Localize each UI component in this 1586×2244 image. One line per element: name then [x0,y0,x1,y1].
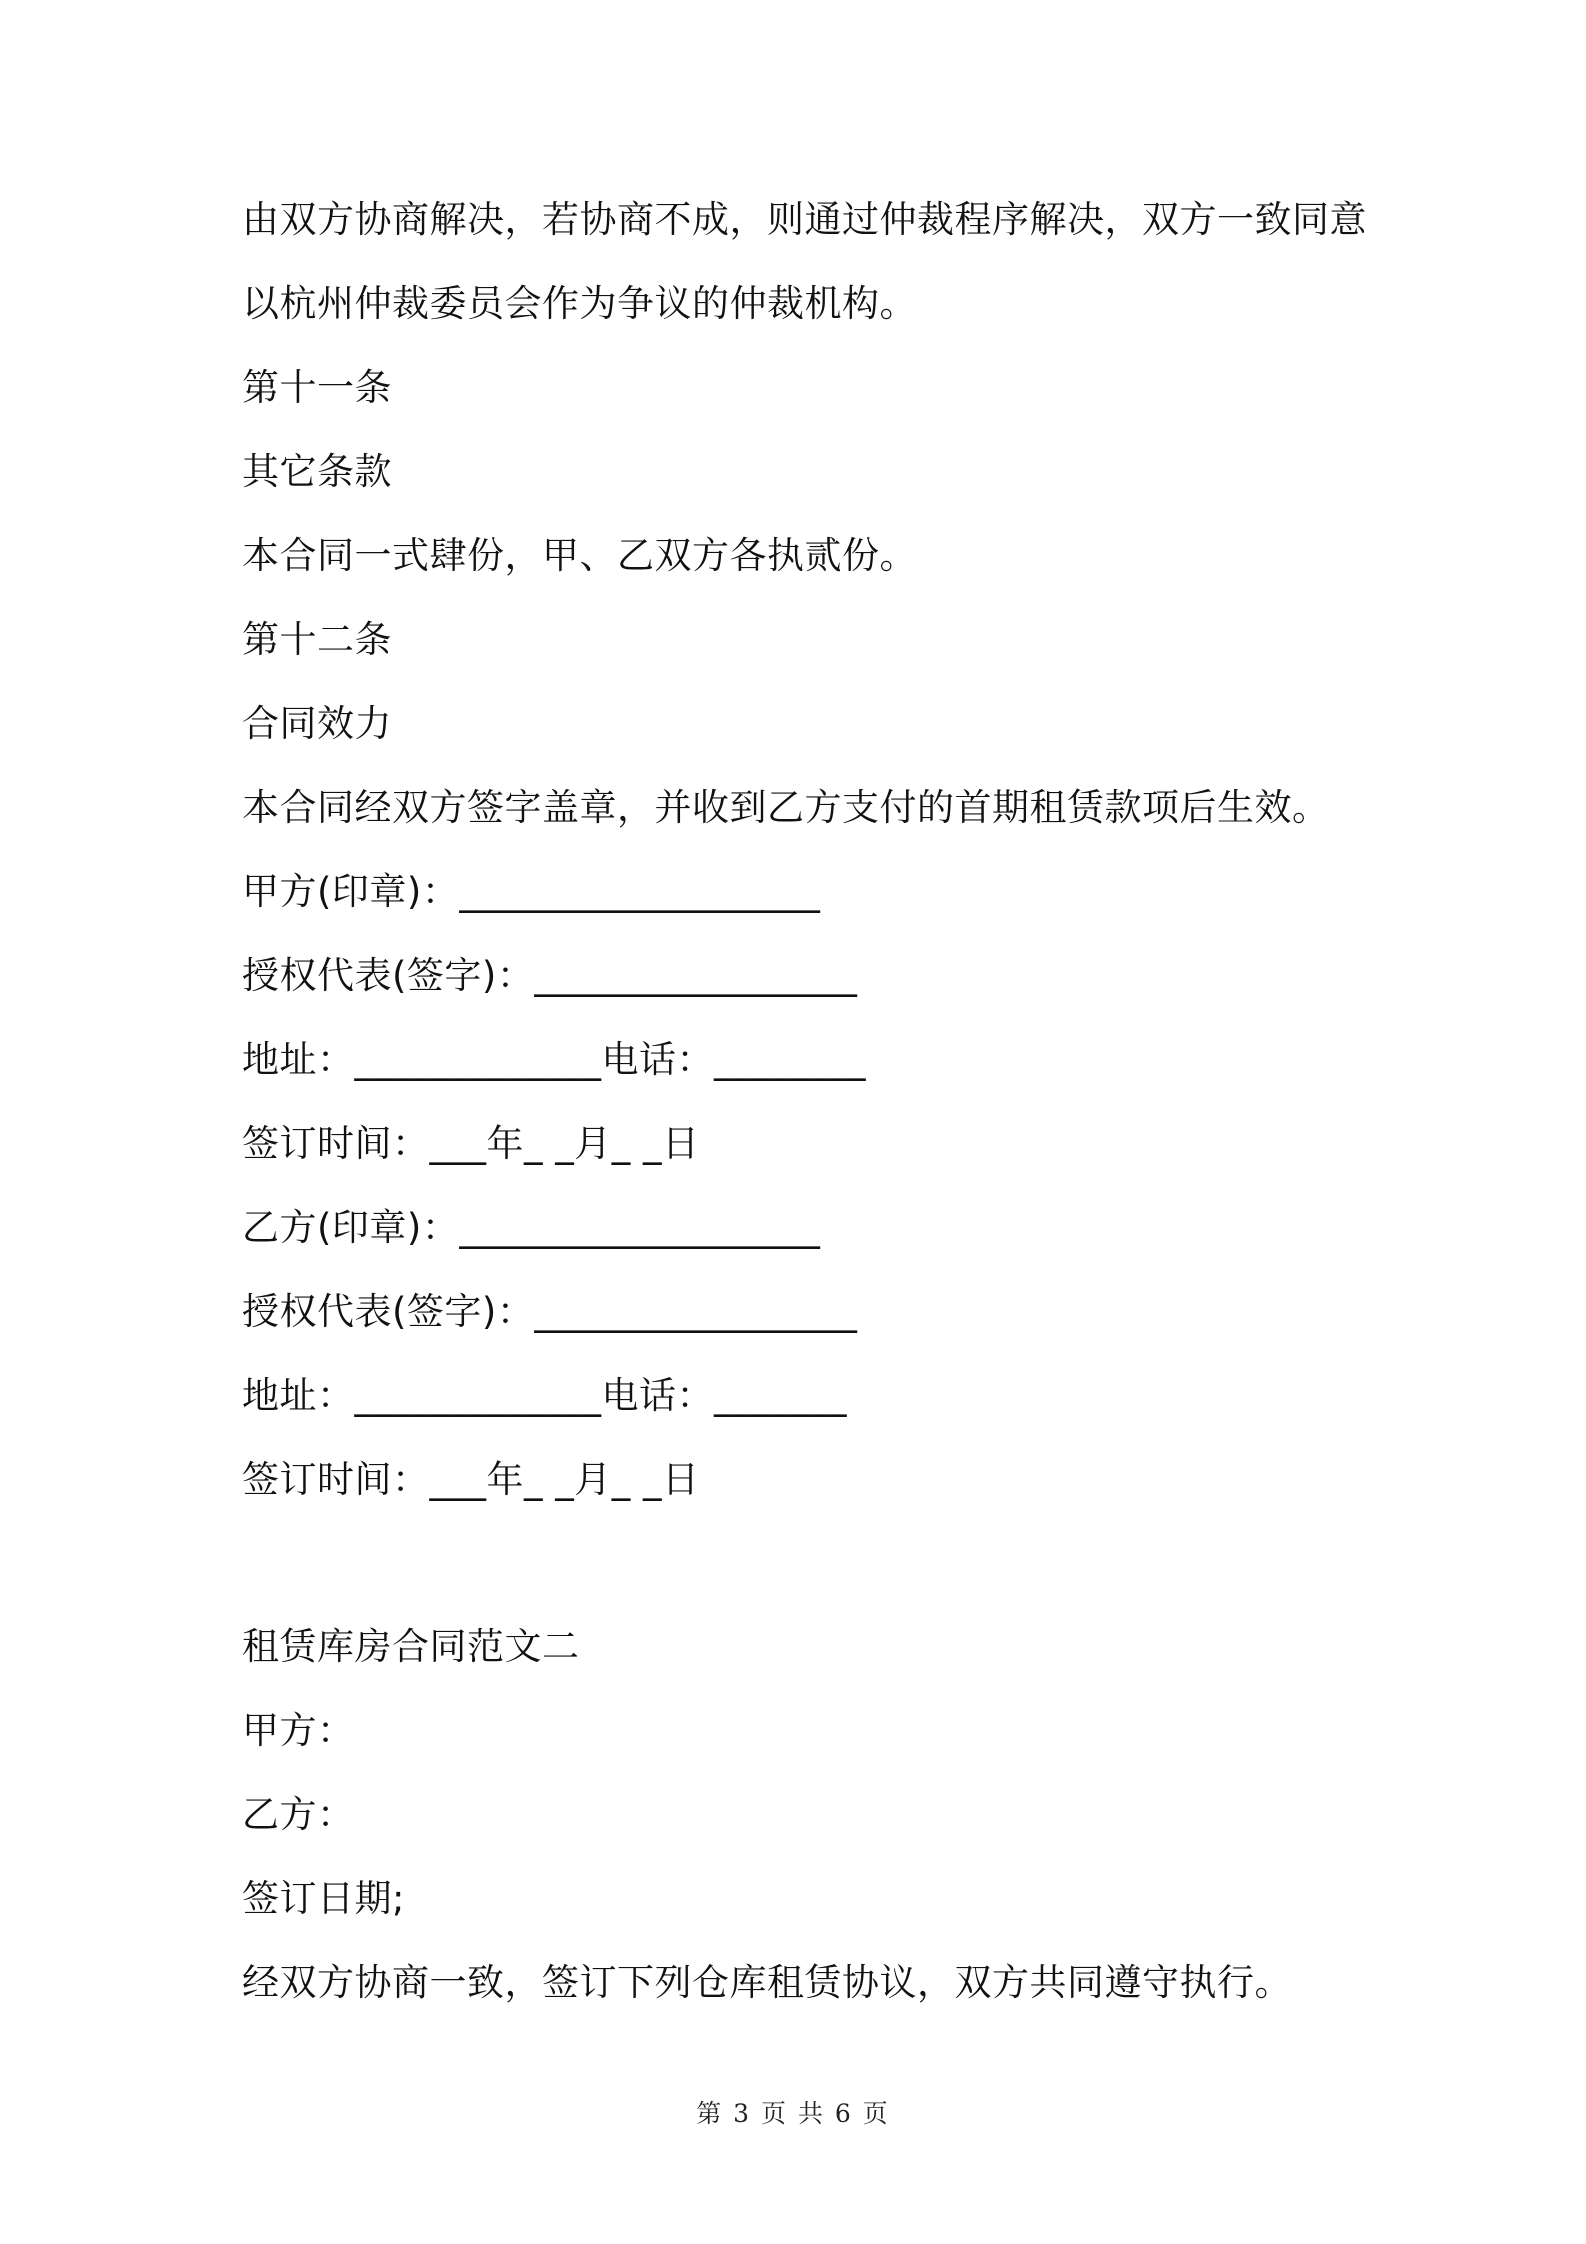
paragraph-line: 经双方协商一致，签订下列仓库租赁协议，双方共同遵守执行。 [242,1961,1292,2004]
party-a-label: 甲方： [242,1709,355,1752]
party-b-label: 乙方： [242,1793,355,1836]
article-title: 其它条款 [242,450,392,493]
article-heading: 第十二条 [242,618,392,661]
article-heading: 第十一条 [242,366,392,409]
paragraph-line: 本合同一式肆份，甲、乙双方各执贰份。 [242,534,917,577]
sign-date-label: 签订日期; [242,1877,405,1920]
party-a-address-phone-field: 地址：_____________电话：________ [242,1038,866,1081]
paragraph-line: 本合同经双方签字盖章，并收到乙方支付的首期租赁款项后生效。 [242,786,1330,829]
party-a-sign-date-field: 签订时间：___年_ _月_ _日 [242,1122,700,1165]
page-number-footer: 第 3 页 共 6 页 [696,2099,890,2128]
article-title: 合同效力 [242,702,392,745]
party-b-sign-date-field: 签订时间：___年_ _月_ _日 [242,1458,700,1501]
party-b-address-phone-field: 地址：_____________电话：_______ [242,1374,847,1417]
party-a-representative-field: 授权代表(签字)：_________________ [242,954,858,997]
party-b-representative-field: 授权代表(签字)：_________________ [242,1290,858,1333]
party-a-seal-field: 甲方(印章)：___________________ [242,870,821,913]
section-title: 租赁库房合同范文二 [242,1625,580,1668]
document-body [242,196,1367,2043]
paragraph-line: 以杭州仲裁委员会作为争议的仲裁机构。 [242,282,917,325]
party-b-seal-field: 乙方(印章)：___________________ [242,1206,821,1249]
paragraph-line: 由双方协商解决，若协商不成，则通过仲裁程序解决，双方一致同意 [242,198,1367,241]
